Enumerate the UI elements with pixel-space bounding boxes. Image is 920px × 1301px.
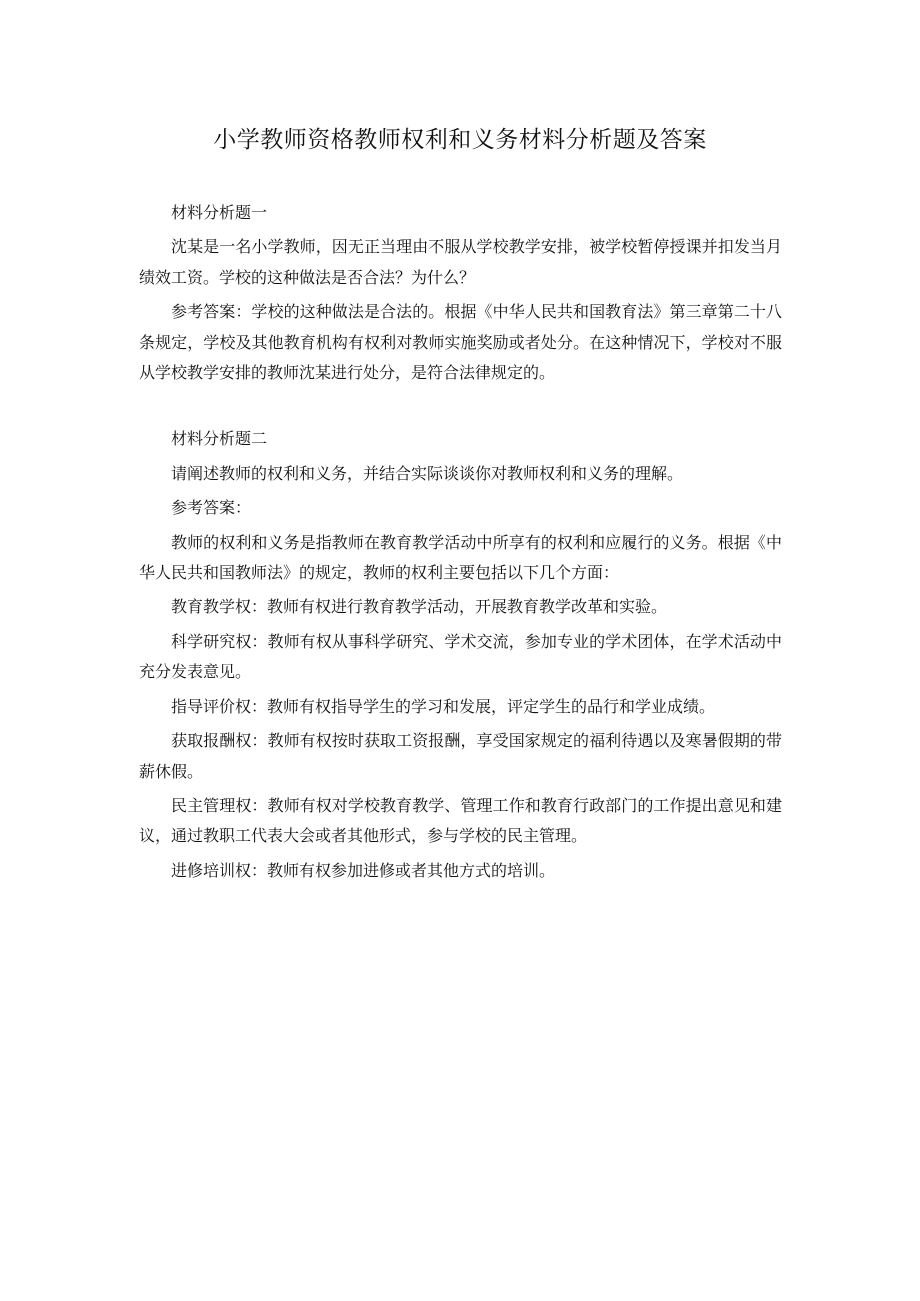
section2-question: 请阐述教师的权利和义务，并结合实际谈谈你对教师权利和义务的理解。 bbox=[171, 463, 684, 483]
section2-answer-label: 参考答案： bbox=[171, 498, 252, 518]
right-item: 指导评价权：教师有权指导学生的学习和发展，评定学生的品行和学业成绩。 bbox=[171, 696, 716, 716]
right-item: 民主管理权：教师有权对学校教育教学、管理工作和教育行政部门的工作提出意见和建议，通过教职工代表大会或者其他形式，参与学校的民主管理。 bbox=[139, 795, 782, 846]
right-item: 进修培训权：教师有权参加进修或者其他方式的培训。 bbox=[171, 860, 556, 880]
section2-heading: 材料分析题二 bbox=[171, 429, 268, 449]
section1-question: 沈某是一名小学教师，因无正当理由不服从学校教学安排，被学校暂停授课并扣发当月绩效工资。学校的这种做法是否合法？为什么？ bbox=[139, 237, 782, 287]
section1-answer: 参考答案：学校的这种做法是合法的。根据《中华人民共和国教育法》第三章第二十八条规定，学校及其他教育机构有权利对教师实施奖励或者处分。在这种情况下，学校对不服从学校教学安排的教师沈某进行处分，是符合法律规定的。 bbox=[139, 302, 782, 383]
right-item: 获取报酬权：教师有权按时获取工资报酬，享受国家规定的福利待遇以及寒暑假期的带薪休假。 bbox=[139, 731, 782, 781]
section1-heading: 材料分析题一 bbox=[171, 203, 268, 222]
document-body bbox=[139, 198, 782, 886]
right-item: 教育教学权：教师有权进行教育教学活动，开展教育教学改革和实验。 bbox=[171, 597, 668, 617]
right-item: 科学研究权：教师有权从事科学研究、学术交流，参加专业的学术团体，在学术活动中充分发表意见。 bbox=[139, 631, 782, 682]
document-title: 小学教师资格教师权利和义务材料分析题及答案 bbox=[213, 127, 707, 153]
section2-intro: 教师的权利和义务是指教师在教育教学活动中所享有的权利和应履行的义务。根据《中华人民共和国教师法》的规定，教师的权利主要包括以下几个方面： bbox=[139, 532, 782, 583]
